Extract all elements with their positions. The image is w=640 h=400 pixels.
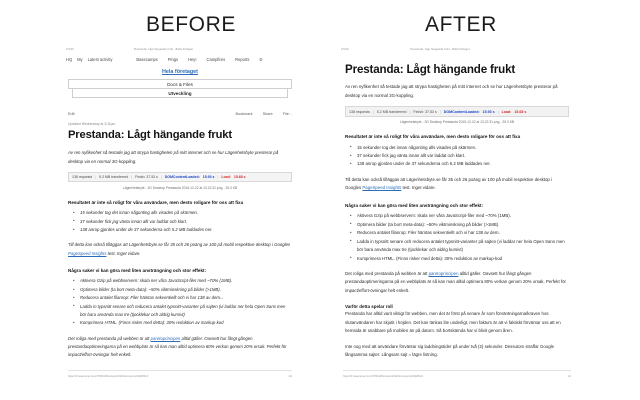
list-item: • Optimera bilder (ta bort meta-data): ~50% viktminskning på bilder (>1MB).	[353, 221, 569, 229]
list-item: • Aktivera Gzip på webbservern: skala ner våra JavaScript-filer med ~70% (1MB).	[353, 212, 569, 220]
devbar-separator: |	[439, 109, 441, 114]
list-item: • Komprimera HTML. (Finns risker med detta): 30% reduktion av markup-kod	[353, 255, 569, 263]
updated-timestamp: Updated Wednesday at 3:11pm	[68, 122, 116, 127]
list-item: • Aktivera Gzip på webbservern: skala ner våra JavaScript-filer med ~70% (1MB).	[76, 277, 292, 285]
print-header	[62, 48, 298, 51]
footer-url: https://3.basecamp.com/3799619/buckets/2432/documents/34928413	[343, 375, 424, 378]
footer-page-number: 1/2	[288, 375, 292, 378]
things-bullet-list	[345, 212, 569, 263]
nav-item-pings[interactable]: Pings	[167, 57, 179, 62]
document-actions	[62, 112, 298, 116]
devbar-load-value: 15.68 s	[233, 175, 246, 180]
why-heading: Varför detta spelar roll	[345, 304, 393, 310]
nav-group-secondary	[136, 57, 262, 62]
company-link[interactable]: Hela företaget	[162, 69, 198, 75]
things-heading: Några saker vi kan göra med liten ansträngning och stor effekt:	[345, 202, 484, 208]
things-bullet-list	[68, 277, 292, 327]
result-heading: Resultatet är inte så roligt för våra användare, men desto roligare för oss att fixa	[345, 134, 521, 140]
pagespeed-insights-link[interactable]: PageSpeed Insights	[68, 250, 107, 256]
after-article	[337, 63, 577, 360]
list-item: • Reducera antalet filanrop: Filer hämtas sekventiellt och vi har 138 av dem.	[353, 229, 569, 237]
share-button[interactable]: Share	[262, 112, 273, 117]
devbar-requests: 138 requests	[72, 175, 93, 180]
devbar-separator: |	[95, 175, 97, 180]
file-menu-button[interactable]: File...	[282, 112, 292, 117]
before-page-sheet	[62, 44, 298, 384]
nav-item-my[interactable]: My	[77, 57, 83, 62]
pagespeed-pre: Till detta kan också tilläggas att Lägenhetsbyte.se får 35 och 26 poäng av 100 på mobil respektive desktop i Googles	[68, 242, 291, 248]
devbar-separator: |	[160, 175, 162, 180]
image-caption: Lägenhetsbyte - 3G Desktop Prestanda 2015-12-22 at 13.22.31.png - 25.3 KB	[122, 185, 238, 190]
print-header	[337, 48, 577, 51]
pareto-paragraph	[345, 270, 569, 295]
list-item: • Reducera antalet filanrop: Filer hämtas sekventiellt och vi har 138 av dem...	[76, 294, 292, 302]
pareto-principle-link[interactable]: paretoprincipen	[428, 271, 459, 277]
pagespeed-paragraph	[68, 241, 292, 258]
action-group-right	[235, 112, 292, 116]
devbar-dcl-value: 15.93 s	[482, 109, 495, 114]
page-title: Prestanda: Lågt hängande frukt	[68, 129, 232, 142]
basecamp-nav	[62, 57, 298, 62]
page-footer	[343, 375, 571, 378]
devbar-separator: |	[217, 175, 219, 180]
nav-item-hey[interactable]: Hey!	[188, 57, 197, 62]
nav-item-campfires[interactable]: Campfires	[206, 57, 226, 62]
pagespeed-pre: Till detta kan också tilläggas att Lägenhetsbyte.se får 35 och 26 poäng av 100 på mobil respektive desktop i Googles	[345, 176, 553, 191]
nav-item-more[interactable]: D	[259, 57, 263, 62]
devbar-separator: |	[372, 109, 374, 114]
list-item: • Ladda in typsnitt senare och reducera antalet typsnitt-varianter på sajten (vi laddar ner hela Open Sans men bör bara använda max tre (tjocklekar och aldrig kursivt)	[76, 303, 292, 320]
pareto-post: alltid gäller. Oavsett hur långt gången prestandaoptimeringarna på en webbplats är så kan man alltid optimera 80% verkan genom 20% orsak. Perfekt för impact/effort-övningar helt enkelt.	[68, 335, 287, 358]
nav-item-hq[interactable]: HQ	[66, 57, 73, 62]
pagespeed-paragraph	[345, 176, 569, 193]
pagespeed-post: test. Inget vidare.	[401, 185, 436, 191]
result-heading: Resultatet är inte så roligt för våra användare, men desto roligare för oss att fixa	[68, 199, 244, 205]
devtools-summary-bar	[345, 106, 569, 116]
footer-divider	[343, 370, 571, 371]
image-caption: Lägenhetsbyte - 3G Desktop Prestanda 2015-12-22 at 13.22.31.png - 25.3 KB	[399, 120, 515, 125]
devbar-dcl-label: DOMContentLoaded:	[443, 109, 480, 114]
devbar-separator: |	[131, 175, 133, 180]
article-lead: Av ren nyfikenhet så testade jag att strypa hastigheten på mitt internet och se hur Lägenhetsbyte presterar på desktop via en normal 3G-koppling.	[345, 84, 558, 98]
things-heading: Några saker vi kan göra med liten ansträngning och stor effekt:	[68, 268, 207, 274]
pareto-pre: Det roliga med prestanda på webben är att	[345, 271, 429, 277]
before-article	[62, 129, 298, 359]
page-title: Prestanda: Lågt hängande frukt	[345, 63, 516, 76]
devbar-dcl-label: DOMContentLoaded:	[164, 175, 200, 180]
after-caption: AFTER	[425, 13, 497, 36]
result-bullet-list	[68, 209, 292, 234]
devbar-dcl-value: 15.93 s	[202, 175, 215, 180]
list-item: • 138 anrop gjordes under de 37 sekunderna och 5.2 MB laddades ner.	[353, 160, 569, 168]
list-item: • 37 sekunder fick jag vänta innan allt var laddat och klart.	[353, 152, 569, 160]
list-item: • Ladda in typsnitt senare och reducera antalet typsnitt-varianter på sajten (vi laddar ner hela Open Sans men bör bara använda max tre (tjocklekar och aldrig kursivt)	[353, 238, 569, 255]
bookmark-button[interactable]: Bookmark	[235, 112, 253, 117]
list-item: • 37 sekunder fick jag vänta innan allt var laddat och klart.	[76, 218, 292, 226]
pareto-post: alltid gäller. Oavsett hur långt gången prestandaoptimeringarna på en webbplats är så kan man alltid optimera 80% verkan genom 20% orsak. Perfekt för impact/effort-övningar helt enkelt.	[345, 271, 566, 293]
print-header-date: 1/5/16	[341, 48, 349, 51]
list-item: • 15 sekunder tog det innan någonting alls visades på skärmen.	[353, 144, 569, 152]
nav-item-basecamps[interactable]: Basecamps	[136, 57, 158, 62]
closing-body: Inte nog med att användare förväntar sig laddningstider på under två (2) sekunder. Dessutom straffar Google långsamma sajter. Långsam sajt = lägre listning.	[345, 343, 555, 358]
devbar-finish: Finish: 37.53 s	[135, 175, 158, 180]
devbar-separator: |	[497, 109, 499, 114]
footer-page-number: 1/2	[567, 375, 571, 378]
before-caption: BEFORE	[146, 13, 236, 36]
list-item: • 15 sekunder tog det innan någonting alls visades på skärmen.	[76, 209, 292, 217]
article-lead: Av ren nyfikenhet så testade jag att strypa hastigheten på mitt internet och se hur Lägenhetsbyte presterar på desktop via en normal 3G-koppling.	[68, 150, 279, 164]
footer-url: https://3.basecamp.com/3799619/buckets/2432/documents/34928413	[68, 375, 149, 378]
nav-item-reports[interactable]: Reports	[235, 57, 250, 62]
breadcrumb	[68, 79, 292, 98]
list-item: • Optimera bilder (ta bort meta-data): ~50% viktminskning på bilder (>1MB).	[76, 286, 292, 294]
print-header-title: Prestanda: Lågt hängande frukt - Bolla Förlaget	[133, 48, 194, 51]
list-item: • Komprimera HTML. (Finns risker med detta): 30% reduktion av markup-kod	[76, 319, 292, 327]
pareto-paragraph	[68, 335, 292, 360]
nav-item-latest-activity[interactable]: Latest activity	[87, 57, 113, 62]
result-bullet-list	[345, 144, 569, 169]
breadcrumb-current[interactable]: Utveckling	[72, 89, 288, 98]
print-header-date: 1/5/16	[66, 48, 74, 51]
devbar-transferred: 5.2 MB transferred	[99, 175, 129, 180]
pareto-principle-link[interactable]: paretoprincipen	[150, 335, 181, 341]
devbar-load-label: Load:	[221, 175, 231, 180]
footer-divider	[68, 370, 292, 371]
pagespeed-post: test. Inget vidare.	[106, 250, 141, 256]
pareto-pre: Det roliga med prestanda på webben är att	[68, 335, 151, 341]
devbar-transferred: 5.2 MB transferred	[376, 109, 407, 114]
page-footer	[68, 375, 292, 378]
print-header-title: Prestanda: Lågt hängande frukt - Bolla Förlaget	[410, 48, 470, 51]
devbar-load-value: 15.68 s	[514, 109, 527, 114]
why-body: Prestanda har alltid varit viktigt för webben, men det är först på senare år som förväntningarna/kraven hos slutanvändaren har skjutit i höjden. Det kan tänkas lite underligt, men faktum är att vi faktiskt förväntar oss att en hemsida är snabbare på mobilen än på datorn. Så bortskämda har vi blivit genom åren.	[345, 311, 561, 334]
devtools-summary-bar	[68, 172, 292, 182]
devbar-requests: 138 requests	[349, 109, 370, 114]
edit-button[interactable]: Edit	[68, 112, 75, 117]
after-page-sheet	[337, 44, 577, 384]
devbar-finish: Finish: 37.53 s	[413, 109, 437, 114]
devbar-load-label: Load:	[501, 109, 512, 114]
breadcrumb-docs-files[interactable]: Docs & Files	[68, 80, 292, 89]
pagespeed-insights-link[interactable]: PageSpeed Insights	[362, 185, 402, 191]
list-item: • 138 anrop gjordes under de 37 sekunderna och 5.2 MB laddades ner.	[76, 226, 292, 234]
nav-group-primary	[66, 57, 112, 62]
devbar-separator: |	[409, 109, 411, 114]
